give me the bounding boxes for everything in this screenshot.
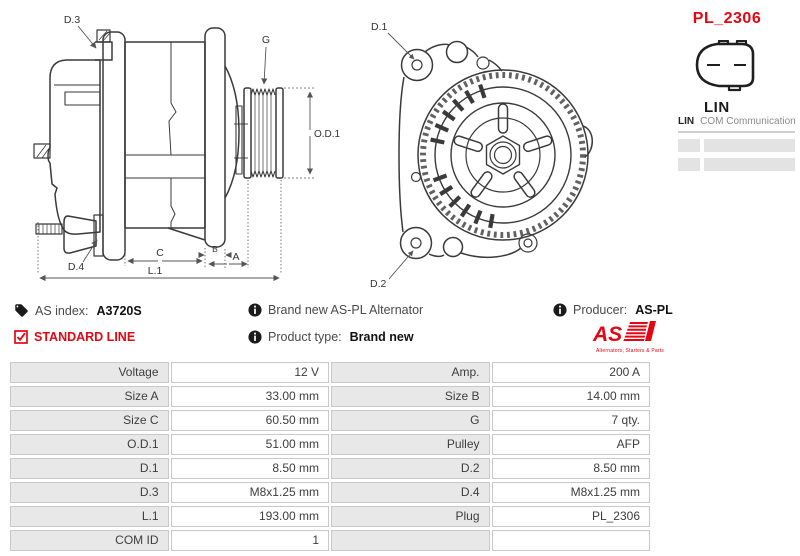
alternator-side-view-drawing xyxy=(8,8,344,296)
as-pl-logo xyxy=(592,319,668,356)
spec-label-cell: D.2 xyxy=(331,458,490,479)
spec-label-cell xyxy=(331,530,490,551)
tag-icon xyxy=(14,303,29,318)
producer-value: AS-PL xyxy=(635,303,673,317)
com-header-lin: LIN xyxy=(678,116,695,127)
spec-label-cell: Size B xyxy=(331,386,490,407)
connector-label: LIN xyxy=(704,99,730,116)
label-c: C xyxy=(156,247,164,259)
alternator-front-view-drawing xyxy=(345,5,615,300)
plug-section xyxy=(658,10,796,116)
spec-value-cell: 1 xyxy=(171,530,330,551)
spec-value-cell: 51.00 mm xyxy=(171,434,330,455)
logo-text: AS xyxy=(593,323,623,346)
standard-line-row xyxy=(14,330,135,344)
label-l1: L.1 xyxy=(147,265,163,277)
spec-label-cell: G xyxy=(331,410,490,431)
lin-connector-icon xyxy=(693,40,761,92)
spec-value-cell: 200 A xyxy=(492,362,651,383)
spec-label-cell: D.1 xyxy=(10,458,169,479)
com-table-row xyxy=(678,139,795,152)
front-view-labels xyxy=(370,21,388,290)
spec-value-cell: 14.00 mm xyxy=(492,386,651,407)
product-type-label: Product type: xyxy=(268,330,342,344)
spec-value-cell: M8x1.25 mm xyxy=(492,482,651,503)
product-type-value: Brand new xyxy=(349,330,414,344)
label-od1: O.D.1 xyxy=(314,129,341,140)
com-header-label: COM Communication xyxy=(700,116,796,127)
spec-label-cell: D.3 xyxy=(10,482,169,503)
producer-row xyxy=(553,303,673,317)
standard-line-badge: STANDARD LINE xyxy=(34,330,136,344)
com-table-row xyxy=(678,158,795,171)
spec-value-cell: 60.50 mm xyxy=(171,410,330,431)
as-index-label: AS index: xyxy=(35,303,89,318)
spec-label-cell: Pulley xyxy=(331,434,490,455)
label-d2: D.2 xyxy=(370,278,387,290)
info-icon xyxy=(248,330,262,344)
label-b: B xyxy=(212,244,218,254)
brand-new-text: Brand new AS-PL Alternator xyxy=(268,303,424,317)
plug-code: PL_2306 xyxy=(692,10,762,27)
spec-value-cell xyxy=(492,530,651,551)
side-view-outline xyxy=(34,28,283,260)
producer-label: Producer: xyxy=(573,303,628,317)
product-type-row xyxy=(248,330,414,344)
spec-value-cell: PL_2306 xyxy=(492,506,651,527)
spec-value-cell: M8x1.25 mm xyxy=(171,482,330,503)
spec-value-cell: 8.50 mm xyxy=(171,458,330,479)
spec-label-cell: L.1 xyxy=(10,506,169,527)
spec-value-cell: 33.00 mm xyxy=(171,386,330,407)
label-a: A xyxy=(232,251,240,263)
spec-label-cell: Amp. xyxy=(331,362,490,383)
side-view-dimensions xyxy=(38,26,316,278)
spec-label-cell: Size C xyxy=(10,410,169,431)
spec-value-cell: AFP xyxy=(492,434,651,455)
spec-label-cell: COM ID xyxy=(10,530,169,551)
label-d4: D.4 xyxy=(67,261,85,273)
spec-label-cell: Size A xyxy=(10,386,169,407)
com-communication-table xyxy=(678,116,795,171)
logo-stripes xyxy=(623,321,656,341)
spec-label-cell: D.4 xyxy=(331,482,490,503)
side-view-labels xyxy=(64,14,341,277)
as-index-row xyxy=(14,303,142,318)
spec-value-cell: 7 qty. xyxy=(492,410,651,431)
spec-table xyxy=(10,362,650,551)
info-icon xyxy=(248,303,262,317)
com-table-header xyxy=(678,116,795,133)
label-d3: D.3 xyxy=(63,14,81,26)
label-g: G xyxy=(261,34,271,46)
label-d1: D.1 xyxy=(371,21,388,33)
as-index-value: A3720S xyxy=(96,303,142,318)
spec-value-cell: 8.50 mm xyxy=(492,458,651,479)
spec-value-cell: 12 V xyxy=(171,362,330,383)
plug-connector-drawing xyxy=(658,40,796,97)
logo-tagline: Alternators, Starters & Parts xyxy=(595,348,665,354)
front-view-outline xyxy=(399,42,592,259)
spec-label-cell: Voltage xyxy=(10,362,169,383)
info-icon xyxy=(553,303,567,317)
spec-label-cell: O.D.1 xyxy=(10,434,169,455)
spec-value-cell: 193.00 mm xyxy=(171,506,330,527)
checkbox-checked-icon xyxy=(14,330,28,344)
spec-label-cell: Plug xyxy=(331,506,490,527)
brand-new-row xyxy=(248,303,423,317)
